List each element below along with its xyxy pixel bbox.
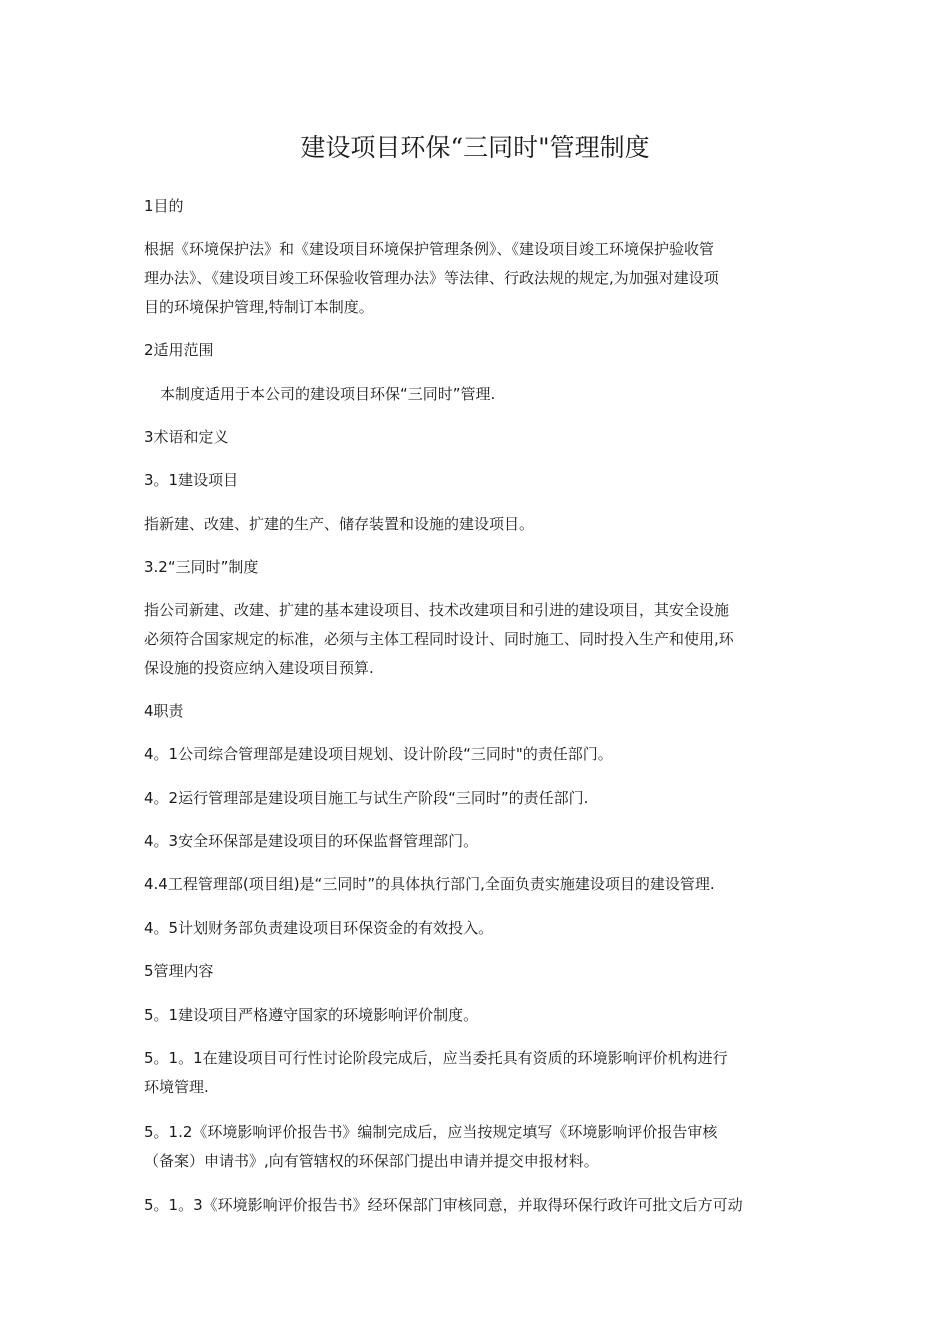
paragraph-line: 5。1。1在建设项目可行性讨论阶段完成后，应当委托具有资质的环境影响评价机构进行 [144, 1049, 728, 1067]
paragraph-line: 4。2运行管理部是建设项目施工与试生产阶段“三同时”的责任部门. [144, 789, 589, 807]
section-heading-scope: 2适用范围 [144, 341, 214, 359]
paragraph-line: 环境管理. [144, 1078, 209, 1096]
paragraph-line: 本制度适用于本公司的建设项目环保“三同时”管理. [160, 385, 496, 403]
paragraph-line: 目的环境保护管理,特制订本制度。 [144, 298, 374, 316]
paragraph-line: 保设施的投资应纳入建设项目预算. [144, 659, 374, 677]
paragraph-line: 指新建、改建、扩建的生产、储存装置和设施的建设项目。 [144, 515, 535, 533]
section-heading-terms: 3术语和定义 [144, 428, 229, 446]
subsection-heading: 3。1建设项目 [144, 471, 239, 489]
paragraph-line: 4。3安全环保部是建设项目的环保监督管理部门。 [144, 832, 479, 850]
subsection-heading: 3.2“三同时”制度 [144, 558, 259, 576]
paragraph-line: 4。1公司综合管理部是建设项目规划、设计阶段“三同时"的责任部门。 [144, 745, 613, 763]
section-heading-management: 5管理内容 [144, 962, 214, 980]
paragraph-line: （备案）申请书》,向有管辖权的环保部门提出申请并提交申报材料。 [144, 1152, 599, 1170]
paragraph-line: 5。1建设项目严格遵守国家的环境影响评价制度。 [144, 1006, 479, 1024]
section-heading-purpose: 1目的 [144, 197, 184, 215]
paragraph-line: 5。1.2《环境影响评价报告书》编制完成后，应当按规定填写《环境影响评价报告审核 [144, 1123, 718, 1141]
paragraph-line: 4。5计划财务部负责建设项目环保资金的有效投入。 [144, 919, 494, 937]
section-heading-duties: 4职责 [144, 702, 184, 720]
paragraph-line: 理办法》、《建设项目竣工环保验收管理办法》等法律、行政法规的规定,为加强对建设项 [144, 269, 719, 287]
paragraph-line: 5。1。3《环境影响评价报告书》经环保部门审核同意，并取得环保行政许可批文后方可动 [144, 1196, 743, 1214]
paragraph-line: 根据《环境保护法》和《建设项目环境保护管理条例》、《建设项目竣工环境保护验收管 [144, 240, 715, 258]
paragraph-line: 4.4工程管理部(项目组)是“三同时”的具体执行部门,全面负责实施建设项目的建设管理. [144, 875, 715, 893]
document-title: 建设项目环保“三同时"管理制度 [300, 133, 650, 162]
paragraph-line: 指公司新建、改建、扩建的基本建设项目、技术改建项目和引进的建设项目，其安全设施 [144, 601, 730, 619]
paragraph-line: 必须符合国家规定的标准，必须与主体工程同时设计、同时施工、同时投入生产和使用,环 [144, 630, 734, 648]
